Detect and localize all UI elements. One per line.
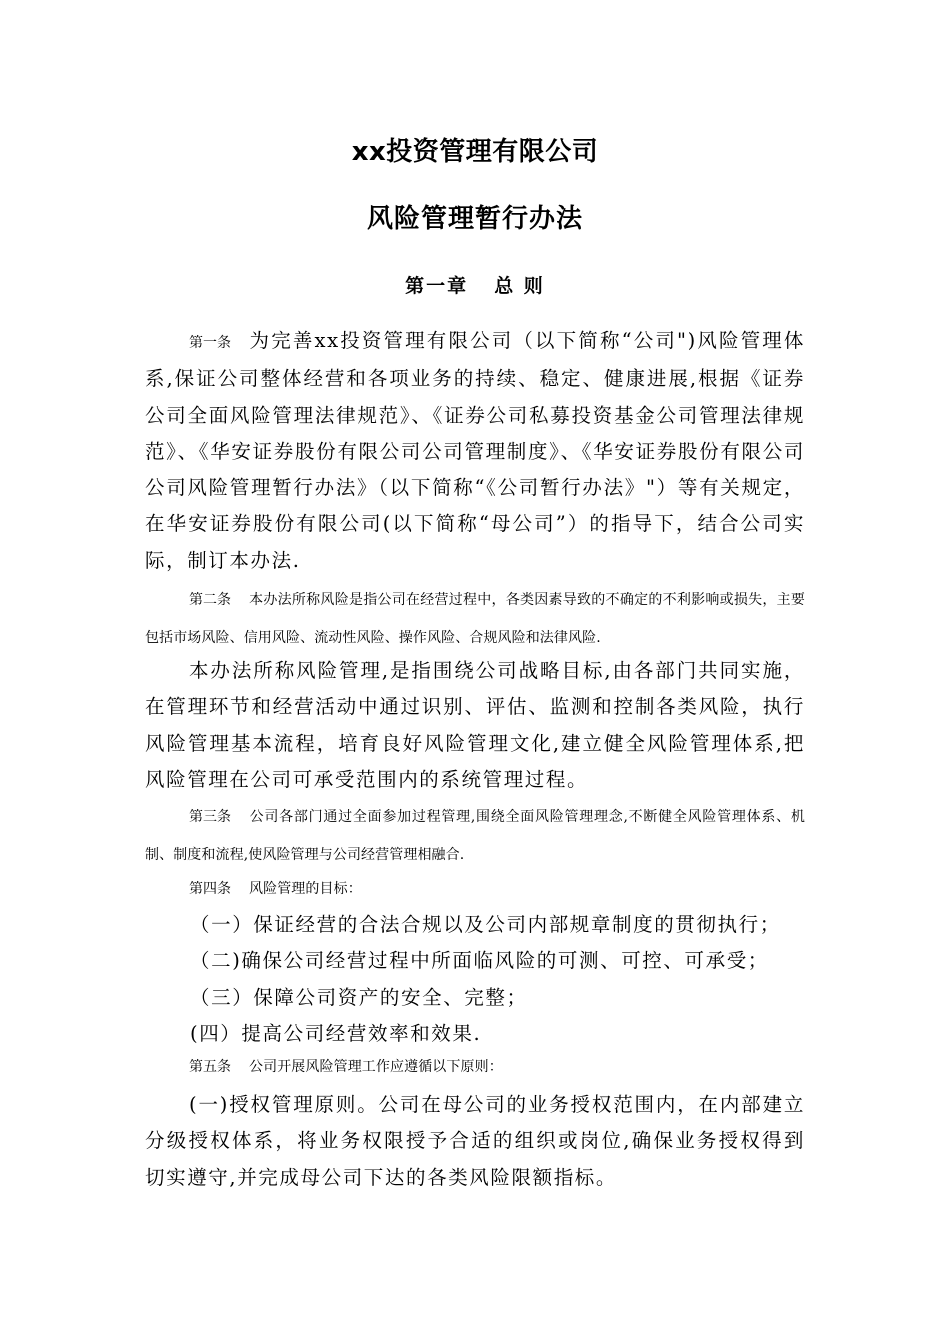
article-2-label: 第二条 [189,592,231,608]
article-1-text: 为完善xx投资管理有限公司（以下简称“公司")风险管理体系,保证公司整体经营和各项业务的持续、稳定、健康进展,根据《证券公司全面风险管理法律规范》、《证券公司私募投资基金公司管理法律规范》、《华安证券股份有限公司公司管理制度》、《华安证券股份有限公司公司风险管理暂行办法》（以下简称“《公司暂行办法》"）等有关规定，在华安证券股份有限公司(以下简称“母公司”）的指导下，结合公司实际，制订本办法. [145,329,805,572]
article-3 [145,799,805,874]
chapter-heading [0,271,950,298]
chapter-label: 第一章 [405,275,469,297]
goal-item-3: （三）保障公司资产的安全、完整； [190,986,528,1009]
article-2-paragraph: 本办法所称风险管理,是指围绕公司战略目标,由各部门共同实施，在管理环节和经营活动中通过识别、评估、监测和控制各类风险，执行风险管理基本流程，培育良好风险管理文化,建立健全风险管理体系,把风险管理在公司可承受范围内的系统管理过程。 [145,659,805,791]
article-1-label: 第一条 [189,335,231,351]
chapter-name: 总 则 [494,275,545,297]
principle-1: (一)授权管理原则。公司在母公司的业务授权范围内，在内部建立分级授权体系，将业务权限授予合适的组织或岗位,确保业务授权得到切实遵守,并完成母公司下达的各类风险限额指标。 [145,1093,805,1189]
article-4-label: 第四条 [189,881,231,897]
goal-item-2: （二)确保公司经营过程中所面临风险的可测、可控、可承受； [190,949,769,972]
document-title: 风险管理暂行办法 [366,204,583,234]
article-1 [145,323,805,579]
article-2 [145,582,805,657]
goal-item-1: （一）保证经营的合法合规以及公司内部规章制度的贯彻执行； [190,913,781,936]
article-5-label: 第五条 [189,1059,231,1075]
article-4-text: 风险管理的目标： [249,881,362,897]
company-title: xx投资管理有限公司 [351,137,599,167]
article-3-text: 公司各部门通过全面参加过程管理,围绕全面风险管理理念,不断健全风险管理体系、机制、制度和流程,使风险管理与公司经营管理相融合. [145,809,805,863]
article-3-label: 第三条 [189,809,231,825]
article-2-text: 本办法所称风险是指公司在经营过程中，各类因素导致的不确定的不利影响或损失，主要包括市场风险、信用风险、流动性风险、操作风险、合规风险和法律风险. [145,592,805,646]
article-4 [145,871,805,909]
article-5-text: 公司开展风险管理工作应遵循以下原则： [249,1059,503,1075]
goal-item-4: (四）提高公司经营效率和效果. [190,1022,482,1045]
article-5 [145,1049,805,1087]
